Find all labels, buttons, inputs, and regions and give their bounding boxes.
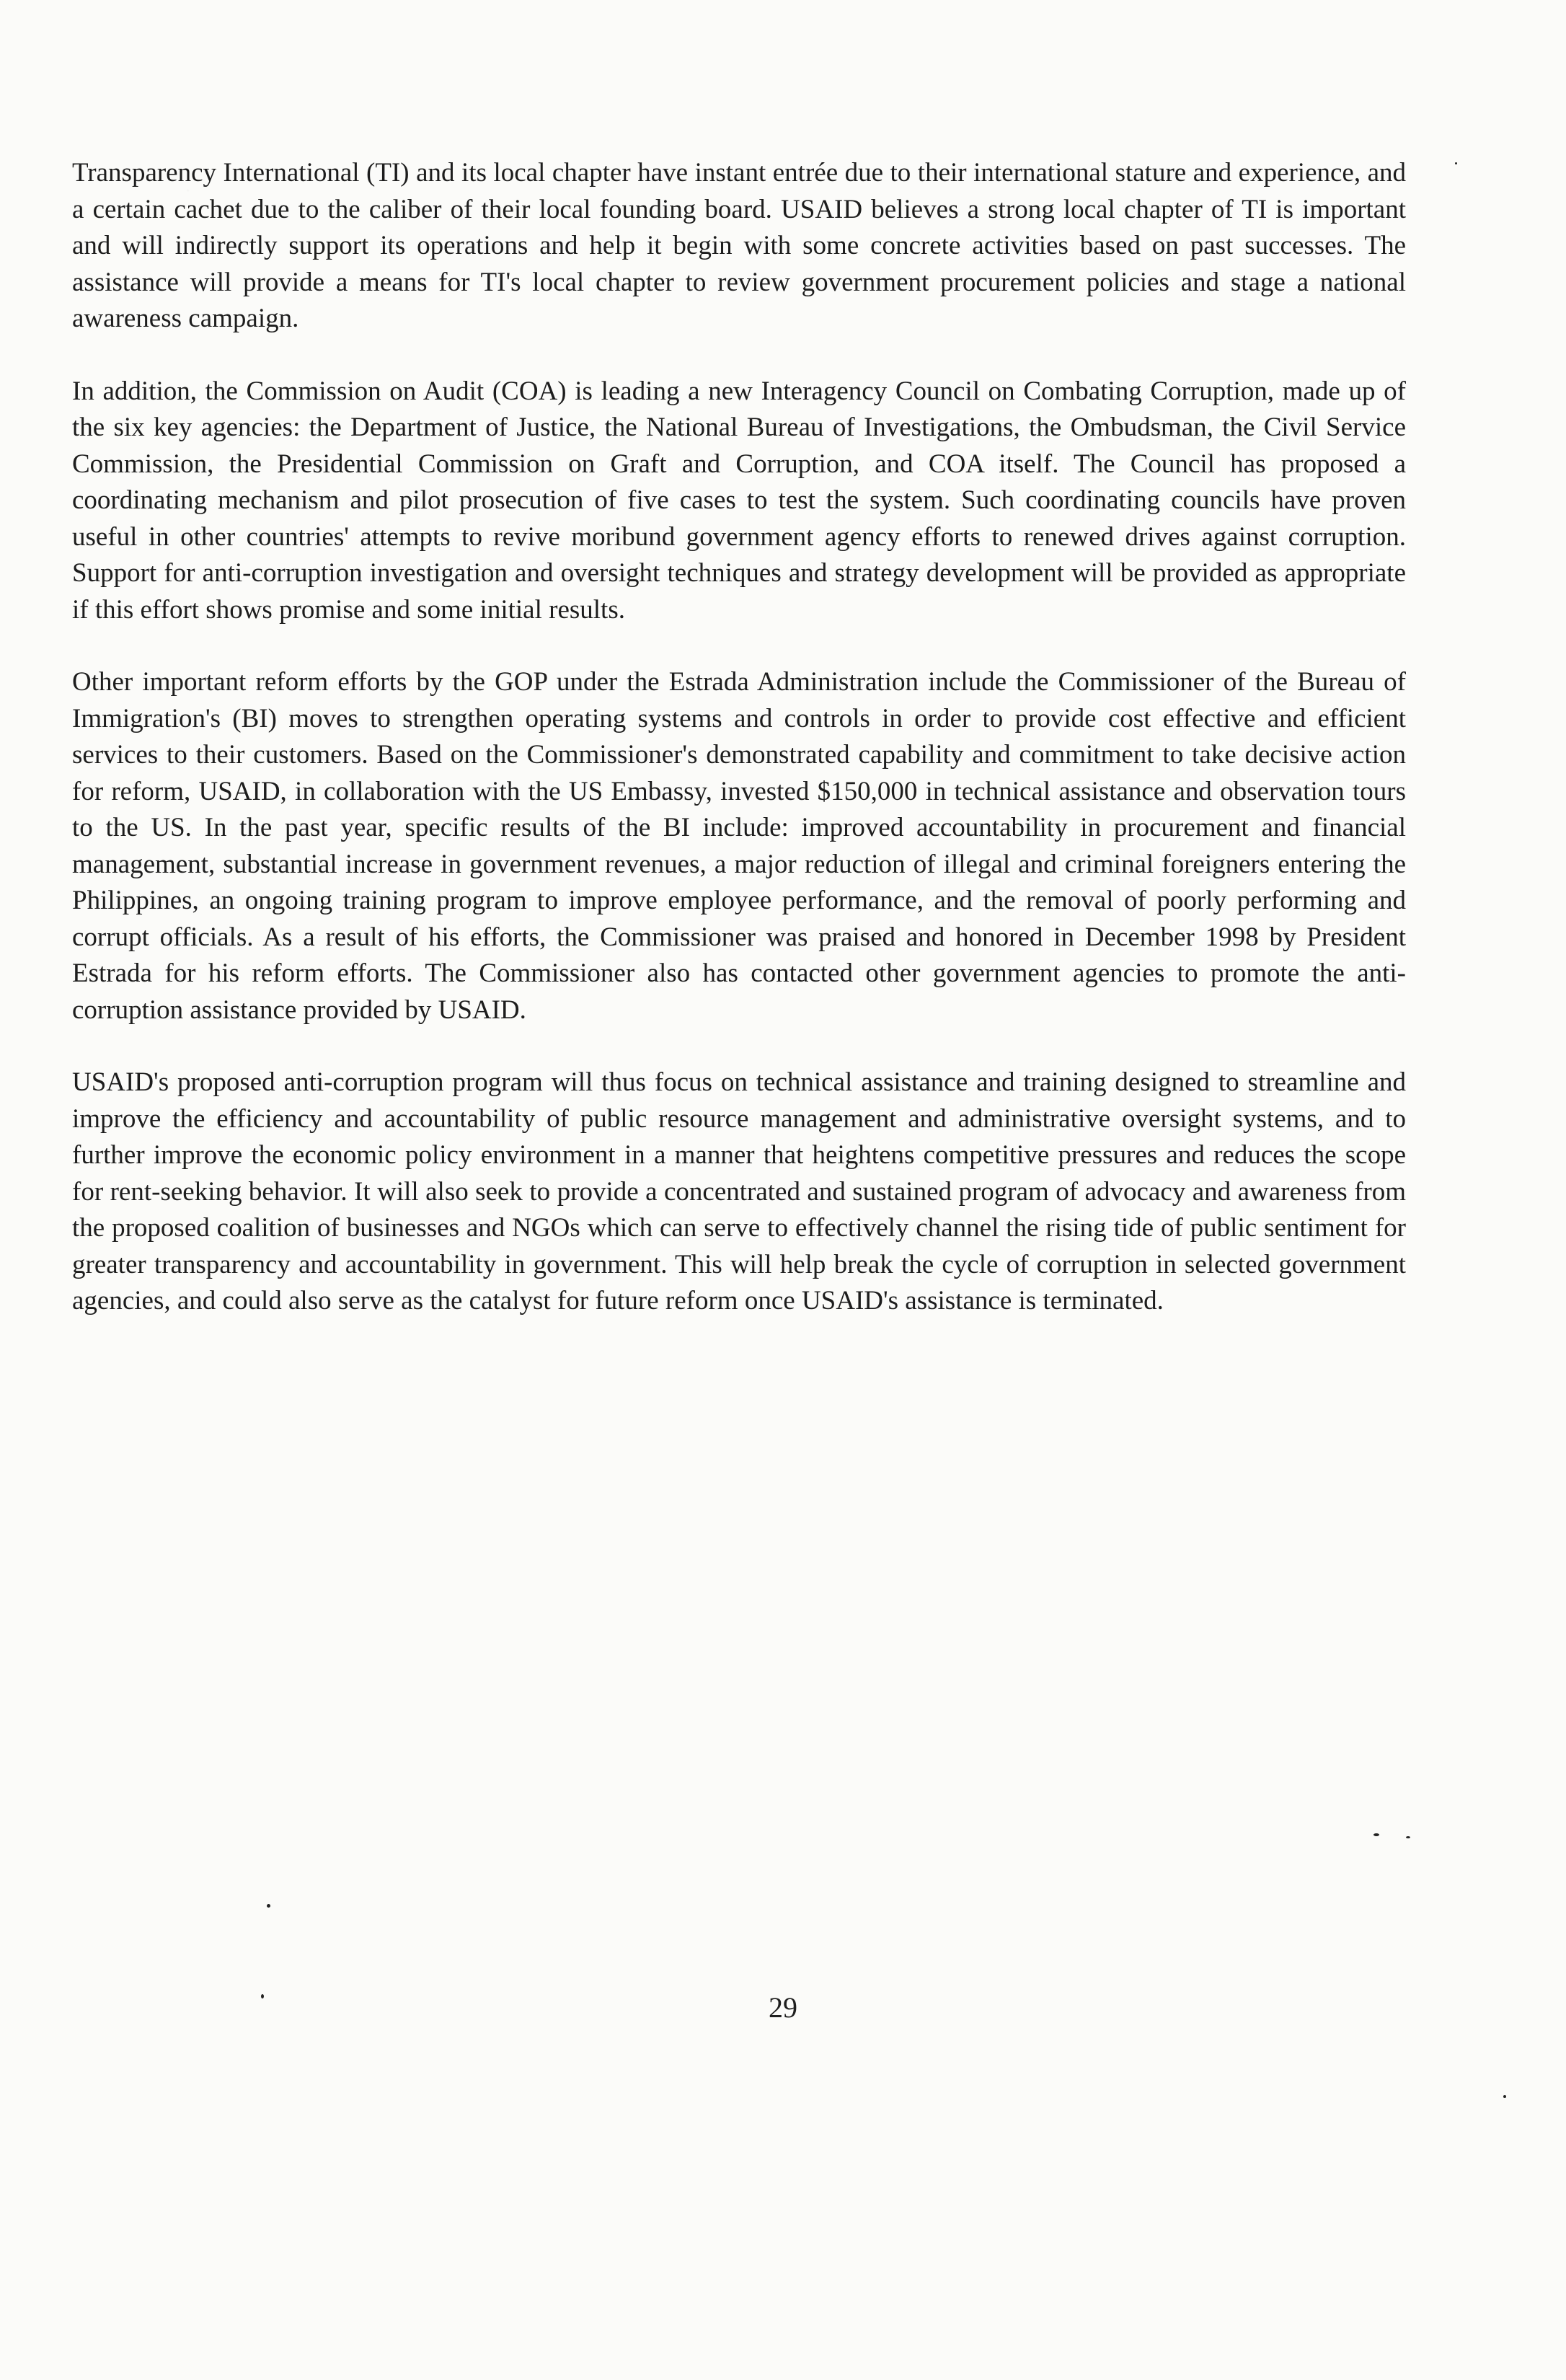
document-body [72,155,1406,1356]
scan-speck [1373,1833,1379,1836]
scan-speck [267,1904,270,1908]
paragraph-interagency-council: In addition, the Commission on Audit (COA) is leading a new Interagency Council on Combating Corruption, made up of the six key agencies: the Department of Justice, the National Bureau of Investigations, the Ombudsman, the Civil Service Commission, the Presidential Commission on Graft and Corruption, and COA itself. The Council has proposed a coordinating mechanism and pilot prosecution of five cases to test the system. Such coordinating councils have proven useful in other countries' attempts to revive moribund government agency efforts to renewed drives against corruption. Support for anti-corruption investigation and oversight techniques and strategy development will be provided as appropriate if this effort shows promise and some initial results. [72,376,1406,625]
scan-speck [1406,1836,1410,1838]
scan-speck [261,1994,264,1998]
page-number: 29 [769,1991,797,2024]
paragraph-bureau-of-immigration: Other important reform efforts by the GOP under the Estrada Administration include the Commissioner of the Bureau of Immigration's (BI) moves to strengthen operating systems and controls in order to provide cost effective and efficient services to their customers. Based on the Commissioner's demonstrated capability and commitment to take decisive action for reform, USAID, in collaboration with the US Embassy, invested $150,000 in technical assistance and observation tours to the US. In the past year, specific results of the BI include: improved accountability in procurement and financial management, substantial increase in government revenues, a major reduction of illegal and criminal foreigners entering the Philippines, an ongoing training program to improve employee performance, and the removal of poorly performing and corrupt officials. As a result of his efforts, the Commissioner was praised and honored in December 1998 by President Estrada for his reform efforts. The Commissioner also has contacted other government agencies to promote the anti-corruption assistance provided by USAID. [72,667,1406,1025]
paragraph-usaid-program: USAID's proposed anti-corruption program will thus focus on technical assistance and training designed to streamline and improve the efficiency and accountability of public resource management and administrative oversight systems, and to further improve the economic policy environment in a manner that heightens competitive pressures and reduces the scope for rent-seeking behavior. It will also seek to provide a concentrated and sustained program of advocacy and awareness from the proposed coalition of businesses and NGOs which can serve to effectively channel the rising tide of public sentiment for greater transparency and accountability in government. This will help break the cycle of corruption in selected government agencies, and could also serve as the catalyst for future reform once USAID's assistance is terminated. [72,1067,1406,1315]
scan-speck [1503,2095,1506,2098]
paragraph-transparency-international: Transparency International (TI) and its local chapter have instant entrée due to their international stature and experience, and a certain cachet due to the caliber of their local founding board. USAID believes a strong local chapter of TI is important and will indirectly support its operations and help it begin with some concrete activities based on past successes. The assistance will provide a means for TI's local chapter to review government procurement policies and stage a national awareness campaign. [72,158,1406,333]
scan-speck [1455,162,1457,164]
